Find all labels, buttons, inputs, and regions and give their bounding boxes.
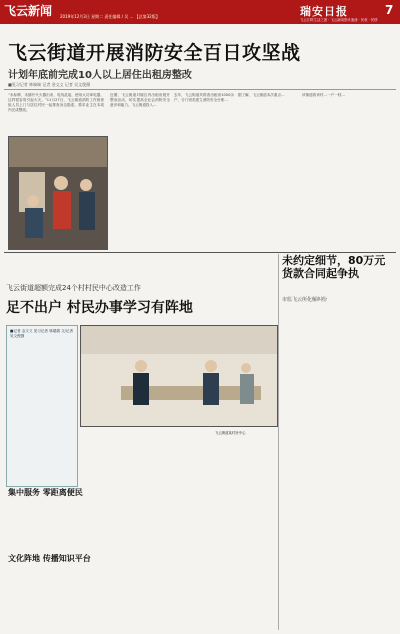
second-photo — [80, 325, 278, 427]
second-photo-caption: 飞云街道某村民中心 — [215, 431, 246, 435]
paper-name: 瑞安日报 — [300, 5, 348, 18]
section-divider — [4, 252, 396, 253]
page-number: 7 — [385, 3, 394, 17]
info-box — [6, 325, 78, 487]
lead-column-5: 该街道将该村...一户一档... — [302, 93, 345, 97]
sidebar-headline: 未约定细节，80万元货款合同起争执 — [282, 254, 386, 280]
sidebar-source: 市监飞云所化解纠纷 — [282, 297, 328, 303]
second-byline: ■记者 金文义 见习记者 林端端 文/记者 吴文俊摄 — [10, 329, 74, 338]
lead-byline: ■见习记者 林端端 记者 金文义 记者 吴文俊摄 — [8, 82, 91, 87]
lead-column-1: “未标牌，未挪开灭火器出来，电线乱接，使用大功率电器，这样很容易引起火灾。”11月27日，飞云街道消防工作督查组人员上门与居住村民一起排查身边隐患，要求业主在本周内完成整改。 — [8, 93, 104, 112]
masthead-motto: 飞云江畔生活之窗 · 飞云新闻资讯速递 · 民意 · 民情 — [300, 18, 378, 22]
section-title: 飞云新闻 — [4, 4, 53, 18]
lead-column-4: 据了解，飞云街道本次重点... — [238, 93, 285, 97]
lead-column-2: 近期，飞云街道对辖区内出租房展开整治活动，切实提高全社会消防安全意识和能力。飞云街道投入... — [110, 93, 170, 107]
lead-photo — [8, 136, 108, 250]
second-headline: 足不出户 村民办事学习有阵地 — [6, 300, 193, 316]
divider — [4, 89, 396, 90]
lead-photo-illustration — [9, 137, 107, 249]
lead-column-3: 去年，飞云街道共排查出租房1000余户，分门别类建立消防安全台账... — [174, 93, 234, 102]
lead-headline: 飞云街道开展消防安全百日攻坚战 — [8, 42, 301, 64]
second-kicker: 飞云街道超额完成24个村村民中心改造工作 — [6, 284, 141, 292]
second-section1-title: 集中服务 零距离便民 — [8, 488, 83, 497]
lead-subhead: 计划年底前完成10人以上居住出租房整改 — [8, 70, 192, 81]
second-section2-title: 文化阵地 传播知识平台 — [8, 554, 91, 563]
masthead-date: 2019年12月3日 星期二 责任编辑 / 吴 ... 【总第32版】 — [60, 14, 160, 19]
sidebar-divider — [278, 254, 279, 630]
second-photo-illustration — [81, 326, 277, 426]
